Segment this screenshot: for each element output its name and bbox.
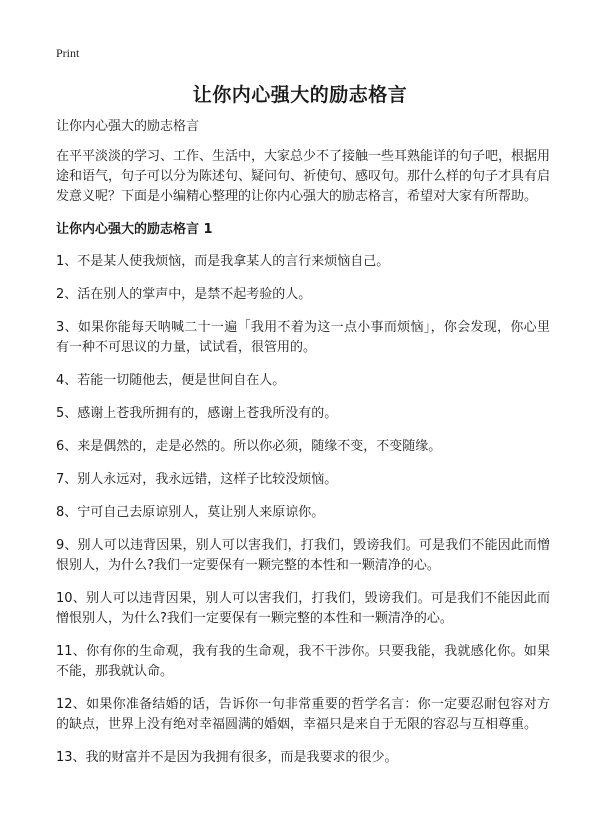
- quote-item: 9、别人可以违背因果，别人可以害我们，打我们，毁谤我们。可是我们不能因此而憎恨别人，为什么?我们一定要保有一颗完整的本性和一颗清净的心。: [56, 538, 550, 573]
- article-subtitle: 让你内心强大的励志格言: [56, 119, 200, 134]
- quote-item: 3、如果你能每天呐喊二十一遍「我用不着为这一点小事而烦恼」，你会发现，你心里有一种不可思议的力量，试试看，很管用的。: [56, 320, 550, 355]
- quote-item: 11、你有你的生命观，我有我的生命观，我不干涉你。只要我能，我就感化你。如果不能，那我就认命。: [56, 644, 550, 679]
- quote-item: 7、别人永远对，我永远错，这样子比较没烦恼。: [56, 472, 338, 487]
- print-link[interactable]: Print: [56, 46, 80, 60]
- quote-item: 2、活在别人的掌声中，是禁不起考验的人。: [56, 287, 312, 302]
- quote-item: 8、宁可自己去原谅别人，莫让别人来原谅你。: [56, 505, 325, 520]
- page-title: 让你内心强大的励志格言: [192, 84, 408, 106]
- quote-item: 12、如果你准备结婚的话，告诉你一句非常重要的哲学名言：你一定要忍耐包容对方的缺点，世界上没有绝对幸福圆满的婚姻，幸福只是来自于无限的容忍与互相尊重。: [56, 697, 550, 732]
- quote-item: 5、感谢上苍我所拥有的，感谢上苍我所没有的。: [56, 406, 338, 421]
- quote-item: 4、若能一切随他去，便是世间自在人。: [56, 373, 286, 388]
- intro-paragraph: 在平平淡淡的学习、工作、生活中，大家总少不了接触一些耳熟能详的句子吧，根据用途和语气，句子可以分为陈述句、疑问句、祈使句、感叹句。那什么样的句子才具有启发意义呢？下面是小编精心整理的让你内心强大的励志格言，希望对大家有所帮助。: [56, 149, 551, 204]
- quote-item: 13、我的财富并不是因为我拥有很多，而是我要求的很少。: [56, 750, 398, 765]
- section-heading: 让你内心强大的励志格言 1: [56, 222, 213, 237]
- quote-item: 1、不是某人使我烦恼，而是我拿某人的言行来烦恼自己。: [56, 254, 390, 269]
- article-body: [56, 117, 550, 781]
- quote-list: [56, 252, 550, 768]
- quote-item: 6、来是偶然的，走是必然的。所以你必须，随缘不变，不变随缘。: [56, 439, 442, 454]
- quote-item: 10、别人可以违背因果，别人可以害我们，打我们，毁谤我们。可是我们不能因此而憎恨别人，为什么?我们一定要保有一颗完整的本性和一颗清净的心。: [56, 591, 550, 626]
